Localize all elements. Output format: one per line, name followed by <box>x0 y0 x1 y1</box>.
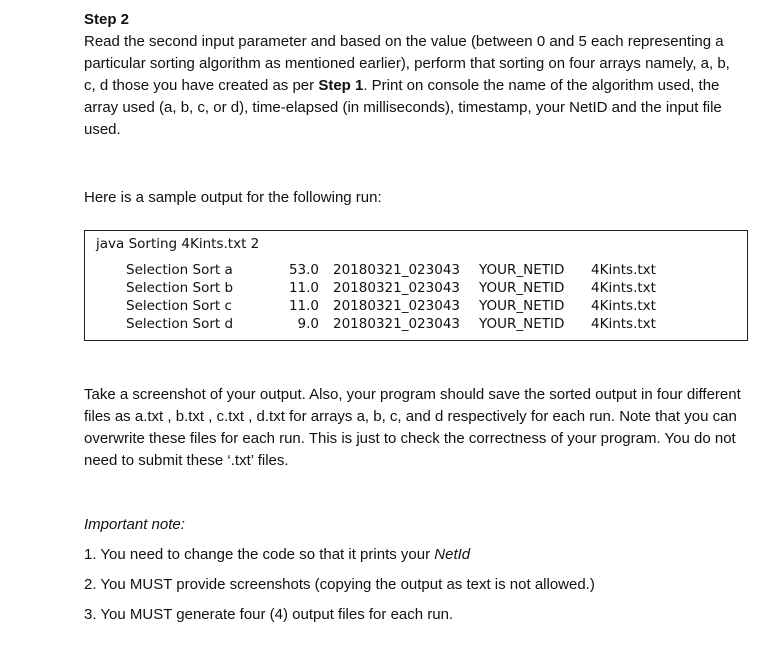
note-item-3: 3. You MUST generate four (4) output files for each run. <box>84 606 454 623</box>
algorithm-name: Selection Sort b <box>126 280 234 296</box>
console-row <box>126 315 656 333</box>
console-row <box>126 297 656 315</box>
input-file: 4Kints.txt <box>591 262 656 278</box>
note-title: Important note: <box>84 516 185 533</box>
netid: YOUR_NETID <box>479 280 565 296</box>
console-command: java Sorting 4Kints.txt 2 <box>96 236 260 252</box>
algorithm-name: Selection Sort c <box>126 298 232 314</box>
elapsed-time: 53.0 <box>288 262 319 278</box>
algorithm-name: Selection Sort a <box>126 262 233 278</box>
step-section <box>84 9 744 141</box>
algorithm-name: Selection Sort d <box>126 316 234 332</box>
input-file: 4Kints.txt <box>591 316 656 332</box>
note-item-1-text: 1. You need to change the code so that it prints your <box>84 546 435 563</box>
elapsed-time: 9.0 <box>297 316 319 332</box>
elapsed-time: 11.0 <box>288 298 319 314</box>
step-text-2: . Print on console the name of the algorithm used, the array used (a, b, c, or d), time-elapsed (in milliseconds), timestamp, your NetID and the input file used. <box>84 77 722 138</box>
input-file: 4Kints.txt <box>591 280 656 296</box>
timestamp: 20180321_023043 <box>333 316 460 332</box>
note-item-1 <box>84 544 744 566</box>
screenshot-paragraph: Take a screenshot of your output. Also, your program should save the sorted output in four different files as a.txt , b.txt , c.txt , d.txt for arrays a, b, c, and d respectively for each run. Note that you can overwrite these files for each run. This is just to check the correctness of your program. You do not need to submit these ‘.txt’ files. <box>84 386 741 469</box>
elapsed-time: 11.0 <box>288 280 319 296</box>
console-rows <box>126 261 656 333</box>
netid: YOUR_NETID <box>479 262 565 278</box>
timestamp: 20180321_023043 <box>333 298 460 314</box>
netid: YOUR_NETID <box>479 316 565 332</box>
netid: YOUR_NETID <box>479 298 565 314</box>
step-description <box>84 31 744 141</box>
timestamp: 20180321_023043 <box>333 280 460 296</box>
console-row <box>126 279 656 297</box>
console-output-box <box>84 230 748 341</box>
important-note <box>84 514 744 634</box>
step-heading: Step 2 <box>84 11 130 28</box>
sample-intro: Here is a sample output for the following run: <box>84 189 382 206</box>
step-ref: Step 1 <box>318 77 364 94</box>
console-row <box>126 261 656 279</box>
note-item-2: 2. You MUST provide screenshots (copying the output as text is not allowed.) <box>84 576 595 593</box>
netid-emphasis: NetId <box>434 546 471 563</box>
input-file: 4Kints.txt <box>591 298 656 314</box>
step-text-1: Read the second input parameter and based on the value (between 0 and 5 each representing a particular sorting algorithm as mentioned earlier), perform that sorting on four arrays namely, a, b, c, d those you have created as per <box>84 33 730 94</box>
timestamp: 20180321_023043 <box>333 262 460 278</box>
